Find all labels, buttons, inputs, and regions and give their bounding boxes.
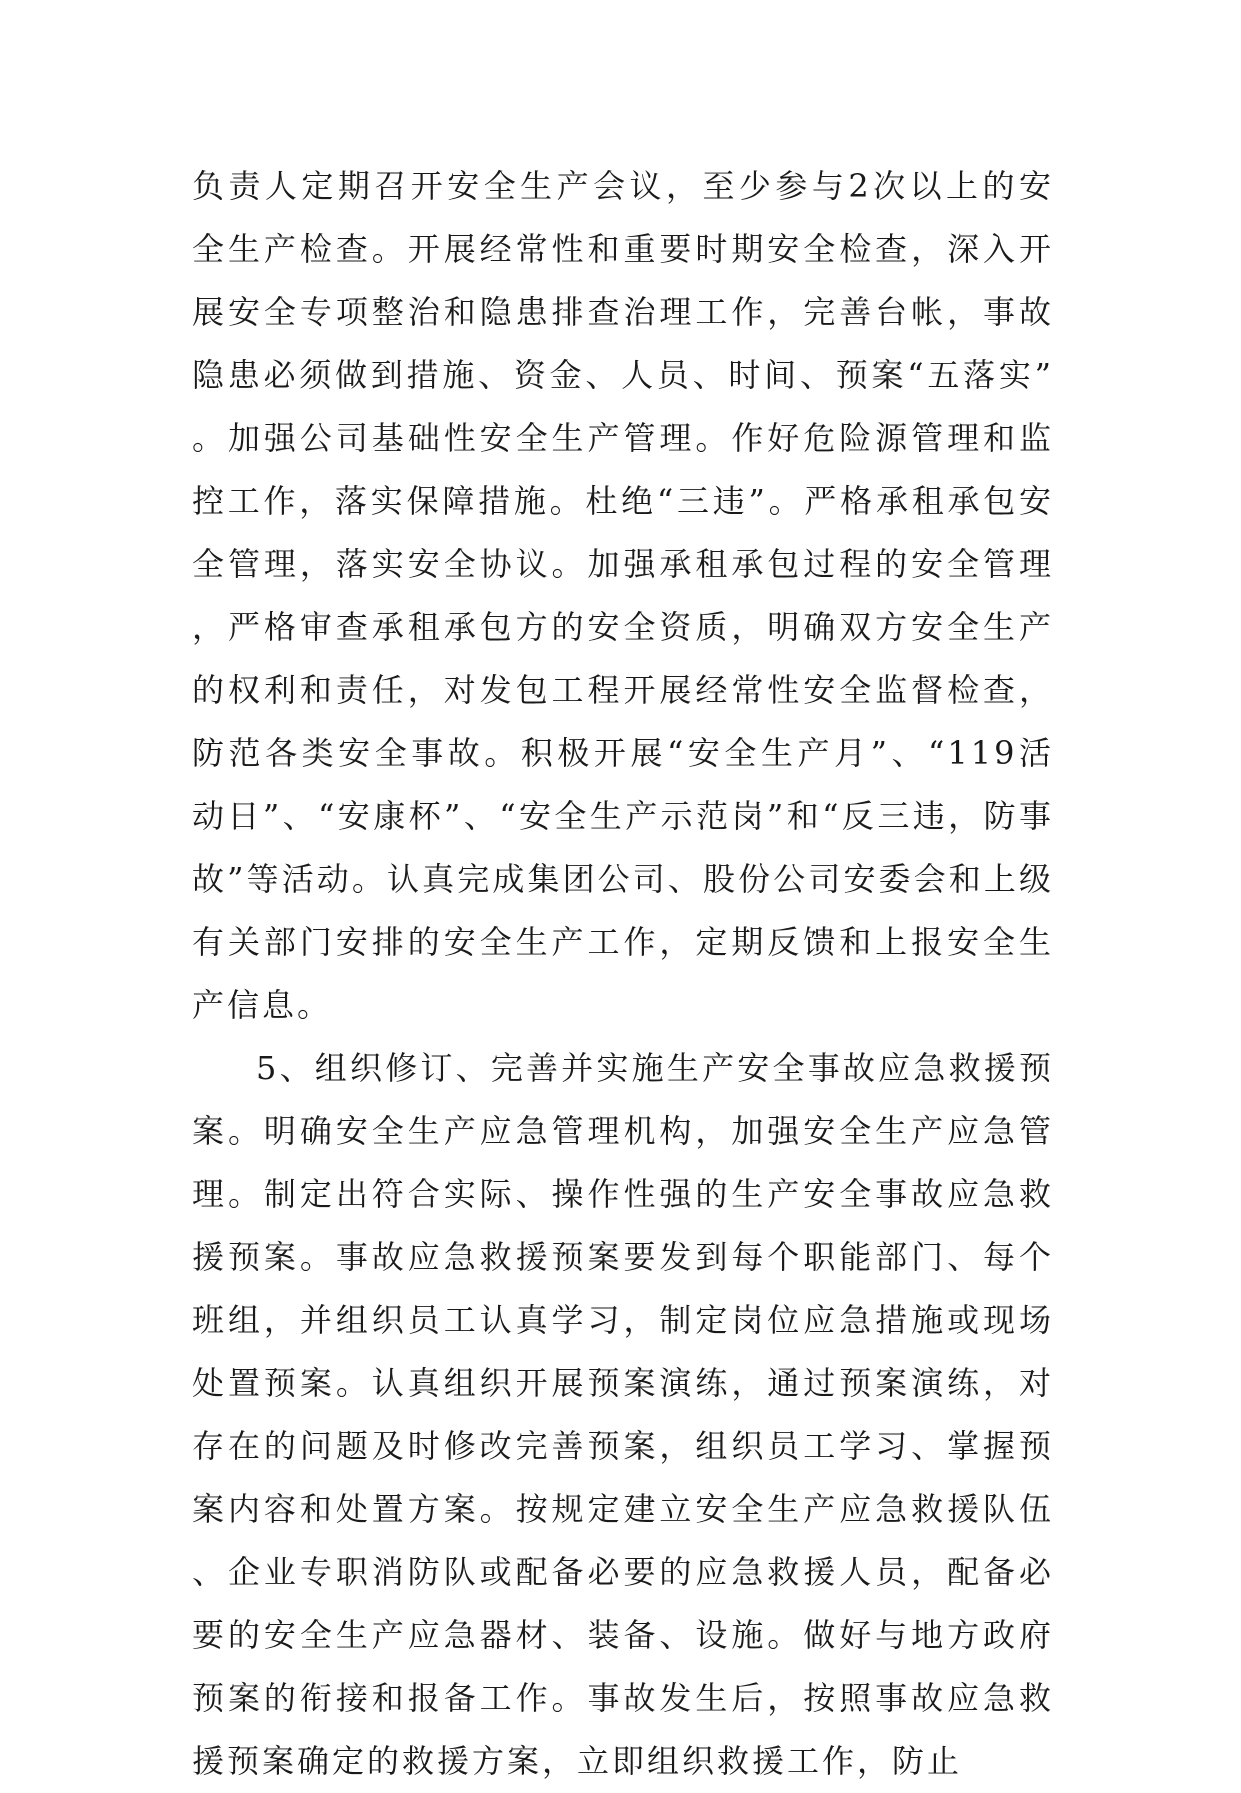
- document-body: [192, 155, 1054, 1793]
- paragraph-item-5: 5、组织修订、完善并实施生产安全事故应急救援预案。明确安全生产应急管理机构，加强安全生产应急管理。制定出符合实际、操作性强的生产安全事故应急救援预案。事故应急救援预案要发到每个职能部门、每个班组，并组织员工认真学习，制定岗位应急措施或现场处置预案。认真组织开展预案演练，通过预案演练，对存在的问题及时修改完善预案，组织员工学习、掌握预案内容和处置方案。按规定建立安全生产应急救援队伍、企业专职消防队或配备必要的应急救援人员，配备必要的安全生产应急器材、装备、设施。做好与地方政府预案的衔接和报备工作。事故发生后，按照事故应急救援预案确定的救援方案，立即组织救援工作，防止: [192, 1049, 1054, 1780]
- paragraph-continued: 负责人定期召开安全生产会议，至少参与2次以上的安全生产检查。开展经常性和重要时期安全检查，深入开展安全专项整治和隐患排查治理工作，完善台帐，事故隐患必须做到措施、资金、人员、时间、预案“五落实”。加强公司基础性安全生产管理。作好危险源管理和监控工作，落实保障措施。杜绝“三违”。严格承租承包安全管理，落实安全协议。加强承租承包过程的安全管理，严格审查承租承包方的安全资质，明确双方安全生产的权利和责任，对发包工程开展经常性安全监督检查，防范各类安全事故。积极开展“安全生产月”、“119活动日”、“安康杯”、“安全生产示范岗”和“反三违，防事故”等活动。认真完成集团公司、股份公司安委会和上级有关部门安排的安全生产工作，定期反馈和上报安全生产信息。: [192, 167, 1054, 1024]
